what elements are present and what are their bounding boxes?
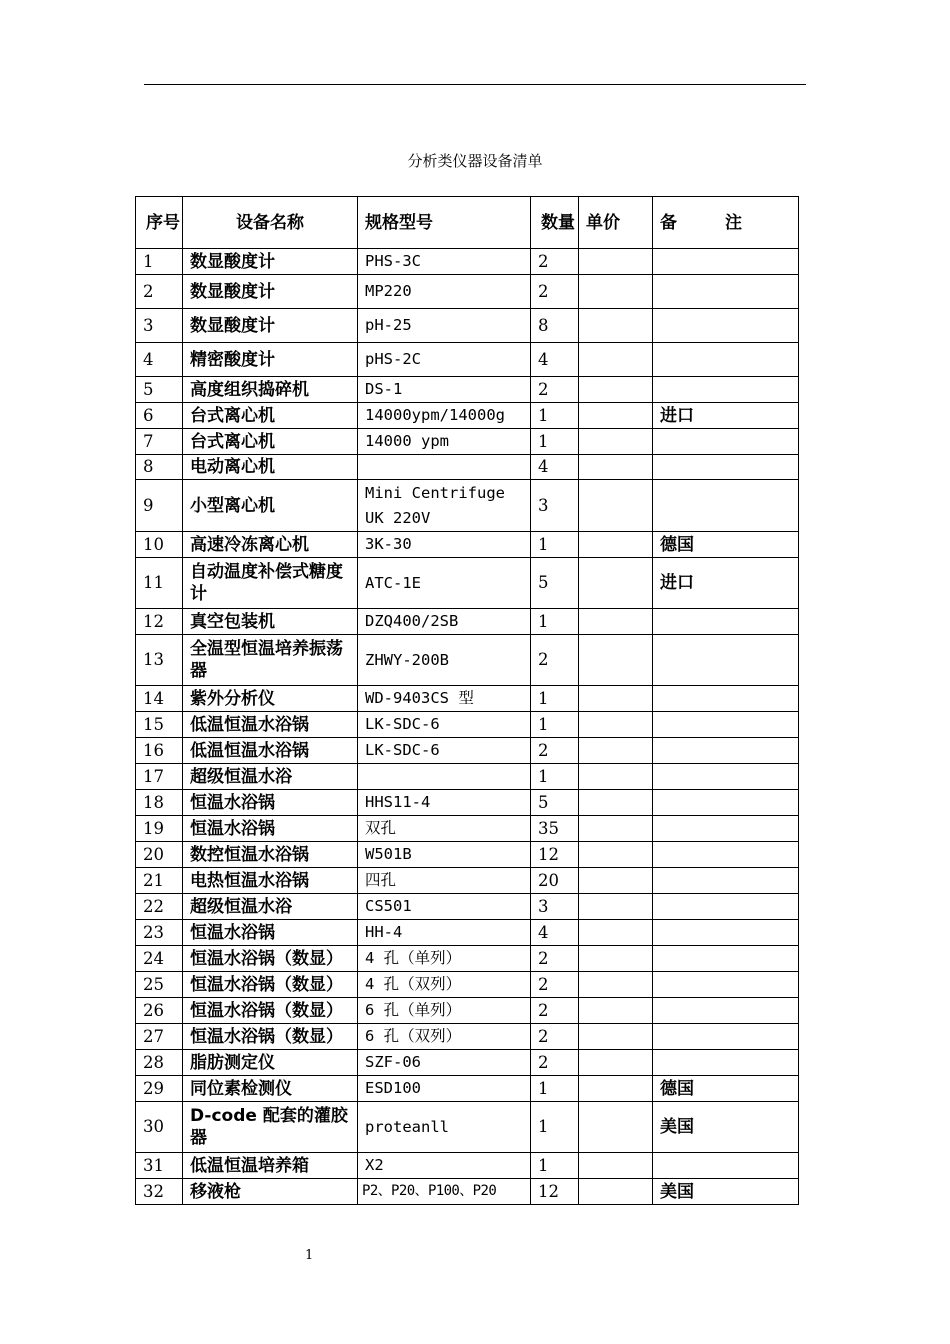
table-row [136, 972, 799, 998]
cell-note [653, 609, 799, 635]
cell-name: 恒温水浴锅（数显） [183, 1024, 358, 1050]
cell-qty: 5 [531, 558, 579, 609]
cell-name: 真空包装机 [183, 609, 358, 635]
cell-price [579, 738, 653, 764]
cell-note [653, 972, 799, 998]
cell-seq: 13 [136, 635, 183, 686]
cell-price [579, 1153, 653, 1179]
table-row [136, 429, 799, 455]
cell-price [579, 842, 653, 868]
cell-spec: ZHWY-200B [358, 635, 531, 686]
cell-qty: 35 [531, 816, 579, 842]
cell-qty: 1 [531, 764, 579, 790]
cell-spec: P2、P20、P100、P20 [358, 1179, 531, 1205]
cell-seq: 17 [136, 764, 183, 790]
table-row [136, 480, 799, 532]
header-seq: 序号 [136, 197, 183, 249]
cell-name: 同位素检测仪 [183, 1076, 358, 1102]
cell-name: 低温恒温培养箱 [183, 1153, 358, 1179]
cell-qty: 3 [531, 894, 579, 920]
cell-seq: 29 [136, 1076, 183, 1102]
cell-seq: 20 [136, 842, 183, 868]
cell-qty: 2 [531, 998, 579, 1024]
cell-spec: 6 孔（双列） [358, 1024, 531, 1050]
cell-note [653, 868, 799, 894]
cell-qty: 2 [531, 275, 579, 309]
table-row [136, 920, 799, 946]
table-row [136, 309, 799, 343]
cell-seq: 10 [136, 532, 183, 558]
cell-qty: 2 [531, 946, 579, 972]
cell-qty: 1 [531, 429, 579, 455]
cell-note [653, 635, 799, 686]
cell-name: 恒温水浴锅（数显） [183, 972, 358, 998]
cell-price [579, 816, 653, 842]
cell-note [653, 920, 799, 946]
cell-name: 小型离心机 [183, 480, 358, 532]
cell-price [579, 686, 653, 712]
cell-note [653, 1024, 799, 1050]
cell-spec: 4 孔（单列） [358, 946, 531, 972]
cell-note [653, 1153, 799, 1179]
cell-price [579, 946, 653, 972]
cell-name: 台式离心机 [183, 403, 358, 429]
cell-name: 自动温度补偿式糖度计 [183, 558, 358, 609]
cell-seq: 25 [136, 972, 183, 998]
table-row [136, 455, 799, 480]
cell-qty: 8 [531, 309, 579, 343]
cell-note [653, 686, 799, 712]
cell-note [653, 455, 799, 480]
cell-price [579, 403, 653, 429]
cell-seq: 15 [136, 712, 183, 738]
cell-qty: 1 [531, 1153, 579, 1179]
cell-qty: 2 [531, 1050, 579, 1076]
cell-note [653, 998, 799, 1024]
cell-note: 美国 [653, 1179, 799, 1205]
cell-spec: LK-SDC-6 [358, 712, 531, 738]
cell-price [579, 275, 653, 309]
cell-note [653, 842, 799, 868]
table-row [136, 635, 799, 686]
cell-seq: 6 [136, 403, 183, 429]
cell-note [653, 894, 799, 920]
cell-qty: 4 [531, 455, 579, 480]
cell-price [579, 972, 653, 998]
cell-qty: 1 [531, 686, 579, 712]
cell-note [653, 712, 799, 738]
cell-price [579, 480, 653, 532]
cell-spec: 14000 ypm [358, 429, 531, 455]
cell-price [579, 635, 653, 686]
cell-spec: PHS-3C [358, 249, 531, 275]
cell-price [579, 894, 653, 920]
cell-seq: 16 [136, 738, 183, 764]
cell-spec: ATC-1E [358, 558, 531, 609]
cell-seq: 23 [136, 920, 183, 946]
equipment-table [135, 196, 799, 1205]
cell-spec: Mini Centrifuge UK 220V [358, 480, 531, 532]
cell-qty: 1 [531, 712, 579, 738]
cell-note: 进口 [653, 558, 799, 609]
cell-seq: 19 [136, 816, 183, 842]
cell-spec: DS-1 [358, 377, 531, 403]
cell-spec [358, 764, 531, 790]
table-row [136, 868, 799, 894]
cell-name: 数显酸度计 [183, 275, 358, 309]
cell-price [579, 764, 653, 790]
cell-seq: 24 [136, 946, 183, 972]
cell-price [579, 868, 653, 894]
cell-price [579, 1024, 653, 1050]
table-row [136, 377, 799, 403]
cell-price [579, 1076, 653, 1102]
cell-name: 紫外分析仪 [183, 686, 358, 712]
cell-qty: 2 [531, 1024, 579, 1050]
table-row [136, 343, 799, 377]
table-body [136, 249, 799, 1205]
cell-seq: 31 [136, 1153, 183, 1179]
cell-name: 台式离心机 [183, 429, 358, 455]
header-qty: 数量 [531, 197, 579, 249]
cell-note: 美国 [653, 1102, 799, 1153]
cell-name: 恒温水浴锅（数显） [183, 946, 358, 972]
cell-note [653, 764, 799, 790]
table-row [136, 532, 799, 558]
cell-spec: X2 [358, 1153, 531, 1179]
header-name: 设备名称 [183, 197, 358, 249]
cell-name: 精密酸度计 [183, 343, 358, 377]
cell-note [653, 816, 799, 842]
cell-qty: 2 [531, 249, 579, 275]
cell-price [579, 1050, 653, 1076]
cell-price [579, 455, 653, 480]
table-row [136, 1153, 799, 1179]
cell-qty: 1 [531, 1102, 579, 1153]
cell-seq: 2 [136, 275, 183, 309]
cell-seq: 28 [136, 1050, 183, 1076]
cell-spec: MP220 [358, 275, 531, 309]
table-row [136, 946, 799, 972]
table-row [136, 712, 799, 738]
cell-note [653, 343, 799, 377]
cell-seq: 1 [136, 249, 183, 275]
cell-price [579, 712, 653, 738]
cell-spec: ESD100 [358, 1076, 531, 1102]
cell-note [653, 275, 799, 309]
page-number: 1 [305, 1248, 314, 1263]
table-row [136, 1179, 799, 1205]
cell-name: D-code 配套的灌胶器 [183, 1102, 358, 1153]
table-row [136, 894, 799, 920]
header-note-a: 备 [660, 212, 677, 233]
cell-note [653, 1050, 799, 1076]
cell-spec: WD-9403CS 型 [358, 686, 531, 712]
cell-note [653, 480, 799, 532]
cell-spec: proteanll [358, 1102, 531, 1153]
cell-qty: 2 [531, 377, 579, 403]
cell-note [653, 790, 799, 816]
cell-price [579, 377, 653, 403]
header-rule [144, 84, 806, 85]
table-row [136, 738, 799, 764]
cell-spec: pHS-2C [358, 343, 531, 377]
cell-seq: 22 [136, 894, 183, 920]
cell-note: 德国 [653, 1076, 799, 1102]
cell-name: 全温型恒温培养振荡器 [183, 635, 358, 686]
cell-qty: 1 [531, 609, 579, 635]
header-spec: 规格型号 [358, 197, 531, 249]
cell-spec: HH-4 [358, 920, 531, 946]
cell-spec: 四孔 [358, 868, 531, 894]
cell-seq: 7 [136, 429, 183, 455]
cell-price [579, 1102, 653, 1153]
cell-name: 恒温水浴锅 [183, 920, 358, 946]
cell-name: 数显酸度计 [183, 249, 358, 275]
cell-seq: 9 [136, 480, 183, 532]
cell-name: 低温恒温水浴锅 [183, 738, 358, 764]
cell-price [579, 343, 653, 377]
table-row [136, 1102, 799, 1153]
cell-qty: 1 [531, 1076, 579, 1102]
cell-price [579, 790, 653, 816]
table-row [136, 403, 799, 429]
cell-spec: SZF-06 [358, 1050, 531, 1076]
cell-price [579, 558, 653, 609]
cell-qty: 2 [531, 738, 579, 764]
cell-seq: 8 [136, 455, 183, 480]
table-header-row [136, 197, 799, 249]
table-row [136, 790, 799, 816]
cell-spec: HHS11-4 [358, 790, 531, 816]
table-row [136, 1076, 799, 1102]
cell-price [579, 429, 653, 455]
cell-qty: 12 [531, 1179, 579, 1205]
table-row [136, 558, 799, 609]
cell-qty: 4 [531, 343, 579, 377]
cell-qty: 20 [531, 868, 579, 894]
document-title: 分析类仪器设备清单 [407, 152, 543, 170]
table-row [136, 1024, 799, 1050]
cell-name: 移液枪 [183, 1179, 358, 1205]
cell-qty: 1 [531, 532, 579, 558]
cell-note [653, 946, 799, 972]
cell-spec: LK-SDC-6 [358, 738, 531, 764]
cell-note [653, 429, 799, 455]
cell-name: 超级恒温水浴 [183, 894, 358, 920]
table-row [136, 249, 799, 275]
cell-seq: 18 [136, 790, 183, 816]
cell-qty: 4 [531, 920, 579, 946]
header-price: 单价 [579, 197, 653, 249]
cell-spec: 6 孔（单列） [358, 998, 531, 1024]
cell-seq: 26 [136, 998, 183, 1024]
cell-name: 恒温水浴锅 [183, 816, 358, 842]
cell-qty: 3 [531, 480, 579, 532]
table-row [136, 764, 799, 790]
cell-seq: 32 [136, 1179, 183, 1205]
cell-spec: pH-25 [358, 309, 531, 343]
header-note [653, 197, 799, 249]
cell-name: 电动离心机 [183, 455, 358, 480]
cell-spec: 14000ypm/14000g [358, 403, 531, 429]
table-row [136, 816, 799, 842]
cell-name: 电热恒温水浴锅 [183, 868, 358, 894]
cell-note [653, 377, 799, 403]
cell-price [579, 920, 653, 946]
cell-qty: 2 [531, 972, 579, 998]
cell-spec: DZQ400/2SB [358, 609, 531, 635]
cell-spec: 3K-30 [358, 532, 531, 558]
cell-note [653, 249, 799, 275]
table-row [136, 998, 799, 1024]
cell-seq: 27 [136, 1024, 183, 1050]
cell-note: 进口 [653, 403, 799, 429]
cell-price [579, 1179, 653, 1205]
cell-name: 数显酸度计 [183, 309, 358, 343]
cell-seq: 14 [136, 686, 183, 712]
cell-spec: W501B [358, 842, 531, 868]
cell-price [579, 309, 653, 343]
cell-note [653, 738, 799, 764]
cell-seq: 3 [136, 309, 183, 343]
cell-spec: 双孔 [358, 816, 531, 842]
table-row [136, 686, 799, 712]
cell-spec [358, 455, 531, 480]
cell-seq: 30 [136, 1102, 183, 1153]
cell-name: 恒温水浴锅 [183, 790, 358, 816]
table-row [136, 1050, 799, 1076]
cell-qty: 2 [531, 635, 579, 686]
cell-name: 恒温水浴锅（数显） [183, 998, 358, 1024]
cell-seq: 12 [136, 609, 183, 635]
header-note-b: 注 [725, 212, 742, 233]
cell-seq: 4 [136, 343, 183, 377]
cell-name: 高度组织捣碎机 [183, 377, 358, 403]
cell-spec: 4 孔（双列） [358, 972, 531, 998]
cell-qty: 12 [531, 842, 579, 868]
cell-price [579, 532, 653, 558]
cell-note [653, 309, 799, 343]
cell-price [579, 609, 653, 635]
cell-price [579, 998, 653, 1024]
cell-seq: 5 [136, 377, 183, 403]
cell-name: 脂肪测定仪 [183, 1050, 358, 1076]
table-row [136, 609, 799, 635]
cell-price [579, 249, 653, 275]
cell-seq: 11 [136, 558, 183, 609]
cell-name: 数控恒温水浴锅 [183, 842, 358, 868]
cell-name: 超级恒温水浴 [183, 764, 358, 790]
cell-name: 低温恒温水浴锅 [183, 712, 358, 738]
table-row [136, 275, 799, 309]
cell-qty: 1 [531, 403, 579, 429]
cell-spec: CS501 [358, 894, 531, 920]
cell-name: 高速冷冻离心机 [183, 532, 358, 558]
cell-seq: 21 [136, 868, 183, 894]
table-row [136, 842, 799, 868]
cell-qty: 5 [531, 790, 579, 816]
cell-note: 德国 [653, 532, 799, 558]
